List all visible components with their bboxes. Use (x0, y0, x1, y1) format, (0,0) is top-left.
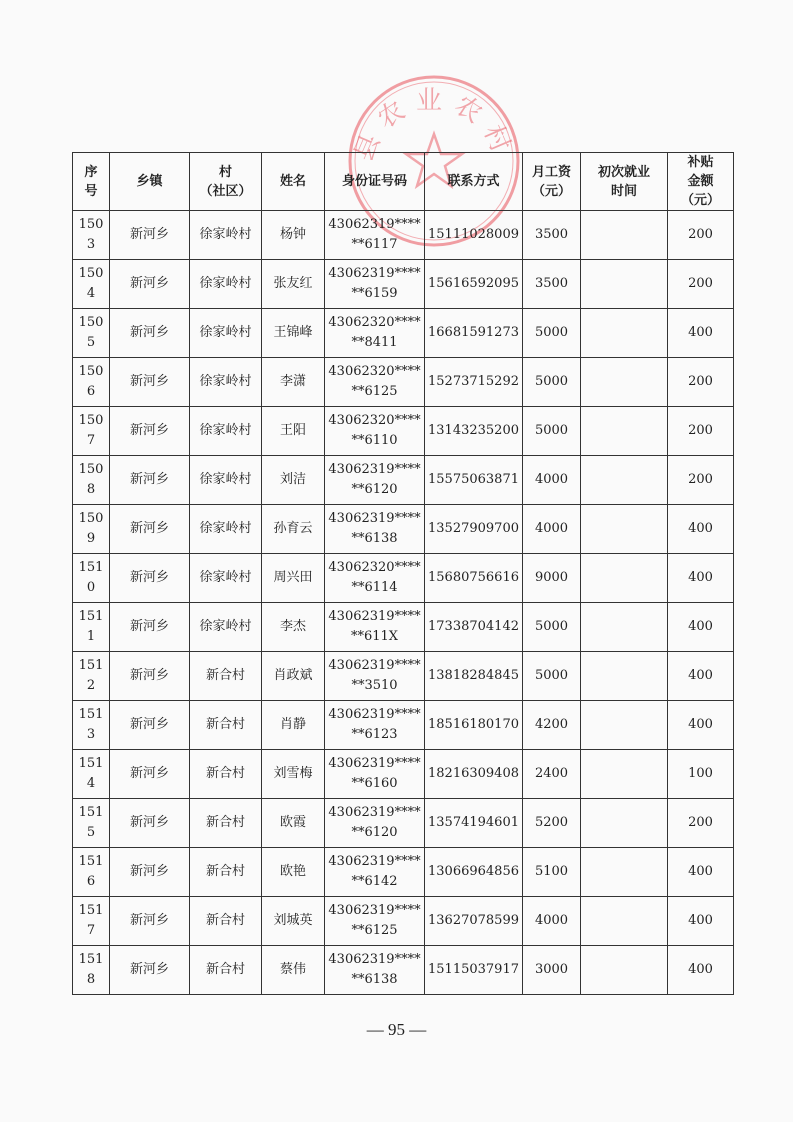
town-cell: 新河乡 (110, 652, 190, 701)
id-number-cell: 43062319**** **6123 (325, 701, 425, 750)
seq-cell: 150 8 (73, 456, 110, 505)
seq-cell: 151 1 (73, 603, 110, 652)
table-row (73, 505, 734, 554)
id-number-cell: 43062319**** **6120 (325, 799, 425, 848)
subsidy-amount-cell: 400 (668, 505, 734, 554)
village-cell: 徐家岭村 (190, 554, 262, 603)
monthly-wage-cell: 5100 (523, 848, 581, 897)
subsidy-amount-cell: 400 (668, 946, 734, 995)
first-employment-cell (581, 456, 668, 505)
monthly-wage-cell: 4000 (523, 897, 581, 946)
first-employment-cell (581, 603, 668, 652)
id-number-header: 身份证号码 (325, 153, 425, 211)
first-employment-cell (581, 701, 668, 750)
town-cell: 新河乡 (110, 358, 190, 407)
seq-header: 序 号 (73, 153, 110, 211)
village-cell: 徐家岭村 (190, 358, 262, 407)
village-cell: 徐家岭村 (190, 603, 262, 652)
town-cell: 新河乡 (110, 897, 190, 946)
phone-cell: 18516180170 (425, 701, 523, 750)
seq-cell: 151 0 (73, 554, 110, 603)
subsidy-amount-cell: 400 (668, 701, 734, 750)
table-row (73, 946, 734, 995)
monthly-wage-header: 月工资 （元） (523, 153, 581, 211)
phone-cell: 13818284845 (425, 652, 523, 701)
subsidy-amount-cell: 100 (668, 750, 734, 799)
id-number-cell: 43062319**** **6138 (325, 946, 425, 995)
page-number: — 95 — (366, 1020, 427, 1039)
town-cell: 新河乡 (110, 554, 190, 603)
subsidy-amount-cell: 400 (668, 554, 734, 603)
name-cell: 张友红 (262, 260, 325, 309)
name-cell: 肖政斌 (262, 652, 325, 701)
subsidy-amount-cell: 400 (668, 603, 734, 652)
name-cell: 欧艳 (262, 848, 325, 897)
subsidy-amount-cell: 200 (668, 358, 734, 407)
id-number-cell: 43062320**** **6110 (325, 407, 425, 456)
monthly-wage-cell: 5000 (523, 358, 581, 407)
town-cell: 新河乡 (110, 211, 190, 260)
table-row (73, 456, 734, 505)
monthly-wage-cell: 3500 (523, 211, 581, 260)
name-cell: 蔡伟 (262, 946, 325, 995)
first-employment-cell (581, 554, 668, 603)
seq-cell: 150 6 (73, 358, 110, 407)
name-cell: 孙育云 (262, 505, 325, 554)
village-cell: 新合村 (190, 701, 262, 750)
monthly-wage-cell: 3500 (523, 260, 581, 309)
monthly-wage-cell: 9000 (523, 554, 581, 603)
first-employment-cell (581, 750, 668, 799)
town-cell: 新河乡 (110, 407, 190, 456)
phone-cell: 15273715292 (425, 358, 523, 407)
table-row (73, 211, 734, 260)
id-number-cell: 43062319**** **6142 (325, 848, 425, 897)
town-cell: 新河乡 (110, 260, 190, 309)
village-cell: 徐家岭村 (190, 407, 262, 456)
name-cell: 刘城英 (262, 897, 325, 946)
village-cell: 新合村 (190, 946, 262, 995)
subsidy-amount-cell: 400 (668, 309, 734, 358)
id-number-cell: 43062320**** **6125 (325, 358, 425, 407)
seq-cell: 151 2 (73, 652, 110, 701)
village-header: 村 （社区） (190, 153, 262, 211)
monthly-wage-cell: 4000 (523, 456, 581, 505)
monthly-wage-cell: 3000 (523, 946, 581, 995)
table-row (73, 750, 734, 799)
name-cell: 肖静 (262, 701, 325, 750)
town-cell: 新河乡 (110, 750, 190, 799)
subsidy-amount-cell: 400 (668, 848, 734, 897)
village-cell: 徐家岭村 (190, 309, 262, 358)
village-cell: 徐家岭村 (190, 456, 262, 505)
phone-cell: 15575063871 (425, 456, 523, 505)
first-employment-cell (581, 211, 668, 260)
seal-text: 县农业农村 (348, 85, 520, 166)
name-cell: 欧霞 (262, 799, 325, 848)
seq-cell: 151 8 (73, 946, 110, 995)
monthly-wage-cell: 5000 (523, 652, 581, 701)
subsidy-amount-cell: 200 (668, 456, 734, 505)
name-cell: 刘雪梅 (262, 750, 325, 799)
village-cell: 新合村 (190, 652, 262, 701)
table-row (73, 652, 734, 701)
id-number-cell: 43062319**** **6160 (325, 750, 425, 799)
first-employment-cell (581, 848, 668, 897)
phone-cell: 16681591273 (425, 309, 523, 358)
id-number-cell: 43062319**** **611X (325, 603, 425, 652)
id-number-cell: 43062319**** **3510 (325, 652, 425, 701)
first-employment-cell (581, 260, 668, 309)
first-employment-cell (581, 407, 668, 456)
table-row (73, 260, 734, 309)
id-number-cell: 43062319**** **6138 (325, 505, 425, 554)
subsidy-amount-cell: 200 (668, 799, 734, 848)
seq-cell: 150 9 (73, 505, 110, 554)
subsidy-amount-cell: 200 (668, 407, 734, 456)
town-cell: 新河乡 (110, 456, 190, 505)
monthly-wage-cell: 5200 (523, 799, 581, 848)
town-cell: 新河乡 (110, 505, 190, 554)
name-cell: 李潇 (262, 358, 325, 407)
subsidy-roster-table (72, 152, 734, 995)
name-cell: 刘洁 (262, 456, 325, 505)
name-cell: 李杰 (262, 603, 325, 652)
phone-cell: 15115037917 (425, 946, 523, 995)
table-row (73, 407, 734, 456)
town-cell: 新河乡 (110, 701, 190, 750)
seq-cell: 151 5 (73, 799, 110, 848)
first-employment-header: 初次就业 时间 (581, 153, 668, 211)
phone-cell: 13574194601 (425, 799, 523, 848)
village-cell: 新合村 (190, 750, 262, 799)
phone-cell: 15680756616 (425, 554, 523, 603)
first-employment-cell (581, 652, 668, 701)
seq-cell: 151 4 (73, 750, 110, 799)
table-row (73, 554, 734, 603)
name-cell: 王锦峰 (262, 309, 325, 358)
name-header: 姓名 (262, 153, 325, 211)
monthly-wage-cell: 5000 (523, 407, 581, 456)
phone-cell: 17338704142 (425, 603, 523, 652)
table-row (73, 799, 734, 848)
id-number-cell: 43062319**** **6117 (325, 211, 425, 260)
monthly-wage-cell: 5000 (523, 603, 581, 652)
subsidy-amount-cell: 200 (668, 211, 734, 260)
seq-cell: 151 3 (73, 701, 110, 750)
village-cell: 新合村 (190, 799, 262, 848)
phone-cell: 13143235200 (425, 407, 523, 456)
id-number-cell: 43062319**** **6120 (325, 456, 425, 505)
seq-cell: 151 7 (73, 897, 110, 946)
table-row (73, 848, 734, 897)
phone-header: 联系方式 (425, 153, 523, 211)
seq-cell: 150 3 (73, 211, 110, 260)
seq-cell: 150 5 (73, 309, 110, 358)
first-employment-cell (581, 897, 668, 946)
village-cell: 徐家岭村 (190, 505, 262, 554)
town-cell: 新河乡 (110, 848, 190, 897)
name-cell: 周兴田 (262, 554, 325, 603)
id-number-cell: 43062319**** **6125 (325, 897, 425, 946)
town-cell: 新河乡 (110, 309, 190, 358)
id-number-cell: 43062319**** **6159 (325, 260, 425, 309)
village-cell: 新合村 (190, 848, 262, 897)
table-row (73, 358, 734, 407)
seq-cell: 151 6 (73, 848, 110, 897)
village-cell: 徐家岭村 (190, 260, 262, 309)
table-row (73, 701, 734, 750)
id-number-cell: 43062320**** **8411 (325, 309, 425, 358)
first-employment-cell (581, 505, 668, 554)
village-cell: 徐家岭村 (190, 211, 262, 260)
monthly-wage-cell: 4000 (523, 505, 581, 554)
seq-cell: 150 7 (73, 407, 110, 456)
phone-cell: 13527909700 (425, 505, 523, 554)
monthly-wage-cell: 2400 (523, 750, 581, 799)
phone-cell: 13066964856 (425, 848, 523, 897)
seq-cell: 150 4 (73, 260, 110, 309)
phone-cell: 15111028009 (425, 211, 523, 260)
first-employment-cell (581, 309, 668, 358)
table-row (73, 897, 734, 946)
town-header: 乡镇 (110, 153, 190, 211)
name-cell: 杨钟 (262, 211, 325, 260)
phone-cell: 18216309408 (425, 750, 523, 799)
village-cell: 新合村 (190, 897, 262, 946)
first-employment-cell (581, 946, 668, 995)
name-cell: 王阳 (262, 407, 325, 456)
monthly-wage-cell: 4200 (523, 701, 581, 750)
subsidy-amount-cell: 200 (668, 260, 734, 309)
town-cell: 新河乡 (110, 603, 190, 652)
phone-cell: 13627078599 (425, 897, 523, 946)
town-cell: 新河乡 (110, 946, 190, 995)
table-header-row (73, 153, 734, 211)
id-number-cell: 43062320**** **6114 (325, 554, 425, 603)
first-employment-cell (581, 358, 668, 407)
first-employment-cell (581, 799, 668, 848)
subsidy-amount-header: 补贴 金额 （元） (668, 153, 734, 211)
subsidy-amount-cell: 400 (668, 897, 734, 946)
phone-cell: 15616592095 (425, 260, 523, 309)
monthly-wage-cell: 5000 (523, 309, 581, 358)
table-row (73, 603, 734, 652)
subsidy-amount-cell: 400 (668, 652, 734, 701)
table-row (73, 309, 734, 358)
town-cell: 新河乡 (110, 799, 190, 848)
